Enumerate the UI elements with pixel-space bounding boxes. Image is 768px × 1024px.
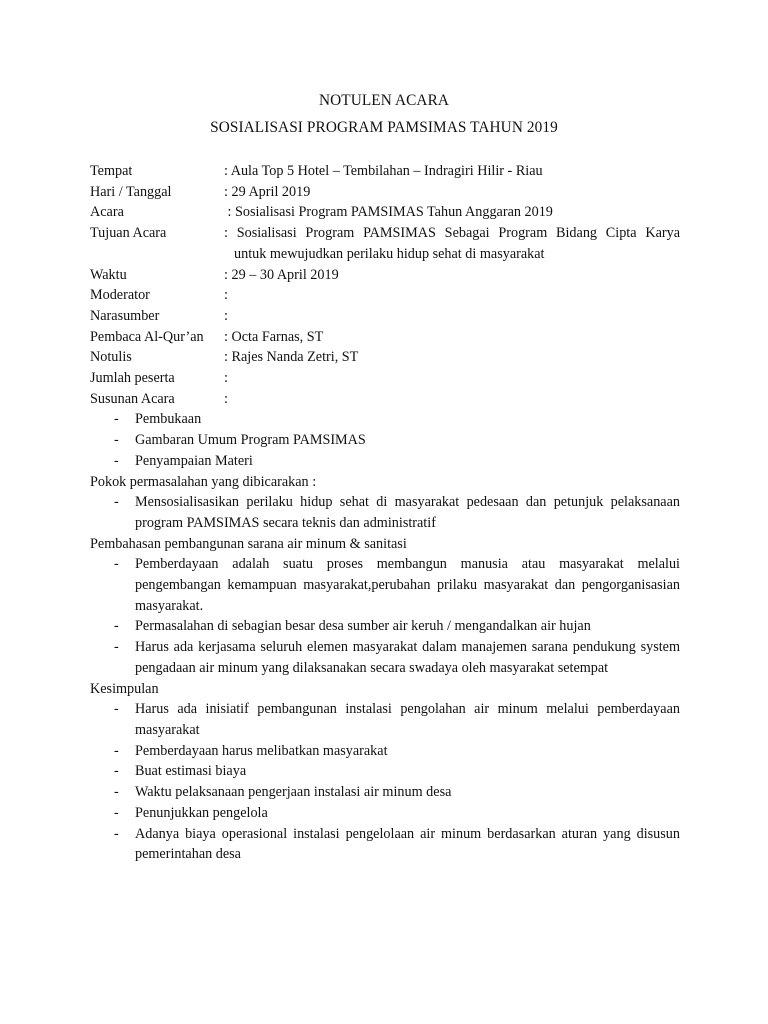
dash-bullet: - — [114, 411, 119, 428]
dash-bullet: - — [114, 825, 119, 842]
info-label: Narasumber — [90, 307, 160, 324]
info-row-notulis — [90, 347, 680, 368]
info-label: Susunan Acara — [90, 390, 175, 407]
info-label: Tujuan Acara — [90, 225, 167, 242]
info-value: : — [224, 287, 228, 304]
dash-bullet: - — [114, 452, 119, 469]
info-row-tujuan — [90, 223, 680, 264]
pembahasan-list — [90, 554, 680, 678]
info-value: : Sosialisasi Program PAMSIMAS Tahun Anggaran 2019 — [224, 204, 553, 221]
info-row-tanggal — [90, 182, 680, 203]
minutes-body — [90, 161, 680, 865]
info-value: : Aula Top 5 Hotel – Tembilahan – Indragiri Hilir - Riau — [224, 163, 543, 179]
list-item — [90, 451, 680, 472]
list-item — [90, 741, 680, 762]
info-label: Acara — [90, 204, 124, 221]
info-row-acara — [90, 202, 680, 223]
list-item-text: Permasalahan di sebagian besar desa sumber air keruh / mengandalkan air hujan — [135, 618, 591, 635]
info-label: Moderator — [90, 287, 150, 304]
list-item-text: Pemberdayaan harus melibatkan masyarakat — [135, 742, 388, 759]
susunan-list — [90, 409, 680, 471]
info-value-line: : Sosialisasi Program PAMSIMAS Sebagai Program Bidang Cipta Karya — [224, 225, 680, 242]
dash-bullet: - — [114, 432, 119, 449]
document-subtitle: SOSIALISASI PROGRAM PAMSIMAS TAHUN 2019 — [210, 119, 558, 136]
dash-bullet: - — [114, 701, 119, 718]
list-item — [90, 616, 680, 637]
list-item-text: Penyampaian Materi — [135, 452, 253, 469]
list-item — [90, 803, 680, 824]
info-row-waktu — [90, 265, 680, 286]
info-label: Jumlah peserta — [90, 370, 175, 387]
list-item — [90, 761, 680, 782]
dash-bullet: - — [114, 556, 119, 573]
info-label: Notulis — [90, 349, 132, 366]
info-value: : 29 April 2019 — [224, 183, 311, 200]
info-value — [224, 223, 680, 264]
info-value: : — [224, 370, 228, 387]
info-value-line: untuk mewujudkan perilaku hidup sehat di masyarakat — [234, 245, 545, 262]
info-label: Tempat — [90, 163, 133, 179]
dash-bullet: - — [114, 763, 119, 780]
dash-bullet: - — [114, 742, 119, 759]
list-item-text: Pembukaan — [135, 411, 202, 428]
info-label: Pembaca Al-Qur’an — [90, 328, 204, 345]
info-value: : Rajes Nanda Zetri, ST — [224, 349, 359, 366]
list-item — [90, 554, 680, 616]
list-item-text: Pemberdayaan adalah suatu proses membangun manusia atau masyarakat melalui pengembangan kemampuan masyarakat,perubahan prilaku masyarakat dan pengorganisasian masyarakat. — [135, 556, 680, 614]
document-title: NOTULEN ACARA — [318, 92, 450, 109]
info-label: Waktu — [90, 266, 127, 283]
list-item-text: Adanya biaya operasional instalasi pengelolaan air minum berdasarkan aturan yang disusun pemerintahan desa — [135, 825, 680, 863]
section-heading-pembahasan: Pembahasan pembangunan sarana air minum & sanitasi — [90, 535, 407, 552]
section-heading-kesimpulan: Kesimpulan — [90, 680, 159, 697]
pokok-list — [90, 492, 680, 533]
info-row-moderator — [90, 285, 680, 306]
list-item-text: Waktu pelaksanaan pengerjaan instalasi air minum desa — [135, 784, 452, 801]
list-item-text: Buat estimasi biaya — [135, 763, 247, 780]
dash-bullet: - — [114, 494, 119, 511]
list-item-text: Gambaran Umum Program PAMSIMAS — [135, 432, 366, 449]
info-row-susunan — [90, 389, 680, 410]
info-row-jumlah — [90, 368, 680, 389]
dash-bullet: - — [114, 804, 119, 821]
list-item — [90, 637, 680, 678]
list-item — [90, 430, 680, 451]
info-label: Hari / Tanggal — [90, 183, 172, 200]
info-value: : — [224, 390, 228, 407]
section-heading-pokok: Pokok permasalahan yang dibicarakan : — [90, 473, 317, 490]
kesimpulan-list — [90, 699, 680, 865]
info-value: : 29 – 30 April 2019 — [224, 266, 339, 283]
list-item — [90, 699, 680, 740]
list-item-text: Harus ada inisiatif pembangunan instalasi pengolahan air minum melalui pemberdayaan masyarakat — [135, 701, 680, 738]
info-value: : Octa Farnas, ST — [224, 328, 324, 345]
info-row-narasumber — [90, 306, 680, 327]
dash-bullet: - — [114, 639, 119, 656]
list-item-text: Harus ada kerjasama seluruh elemen masyarakat dalam manajemen sarana pendukung system pengadaan air minum yang dilaksanakan secara swadaya oleh masyarakat setempat — [135, 639, 680, 676]
list-item — [90, 409, 680, 430]
dash-bullet: - — [114, 618, 119, 635]
dash-bullet: - — [114, 784, 119, 801]
info-row-tempat — [90, 161, 680, 182]
info-row-pembaca — [90, 327, 680, 348]
info-value: : — [224, 307, 228, 324]
list-item — [90, 782, 680, 803]
list-item-text: Mensosialisasikan perilaku hidup sehat di masyarakat pedesaan dan petunjuk pelaksanaan program PAMSIMAS secara teknis dan administratif — [135, 494, 680, 531]
list-item-text: Penunjukkan pengelola — [135, 804, 268, 821]
list-item — [90, 492, 680, 533]
list-item — [90, 824, 680, 865]
